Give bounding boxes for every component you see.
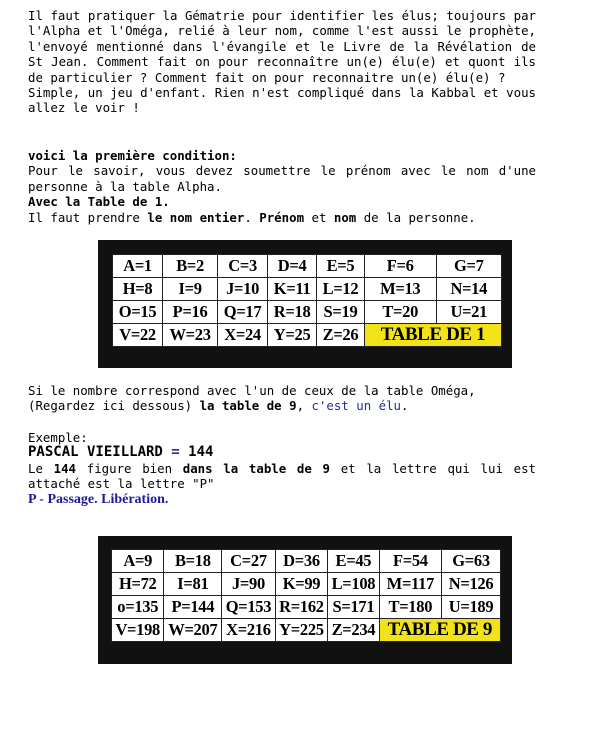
condition-text: Pour le savoir, vous devez soumettre le prénom avec le nom d'une personne à la table Alpha. [28, 163, 544, 194]
rule-d: Prénom [259, 209, 305, 225]
table9-grid [111, 549, 501, 642]
grid-cell: O=15 [113, 301, 163, 324]
grid-cell: V=198 [112, 619, 164, 642]
grid-cell: A=9 [112, 550, 164, 573]
rule-line [28, 210, 536, 225]
omega-table9: la table de 9 [199, 398, 297, 414]
rule-f: nom [333, 209, 357, 225]
grid-cell: Y=25 [268, 324, 317, 347]
grid-cell: R=162 [275, 596, 327, 619]
grid-cell: H=8 [113, 278, 163, 301]
example-label: Exemple: [28, 430, 88, 445]
grid-cell: Z=234 [328, 619, 379, 642]
grid-cell: G=63 [442, 550, 501, 573]
grid-cell: P=144 [164, 596, 222, 619]
grid-cell: Z=26 [317, 324, 365, 347]
grid-cell: C=3 [218, 255, 268, 278]
intro-paragraph [28, 8, 544, 116]
rule-b: le nom entier [147, 209, 245, 225]
grid-row [113, 278, 502, 301]
condition-heading: voici la première condition: [28, 148, 237, 163]
grid-row [112, 619, 501, 642]
grid-cell: L=12 [317, 278, 365, 301]
grid-cell: W=23 [163, 324, 218, 347]
grid-cell: B=2 [163, 255, 218, 278]
ex-t2: 144 [53, 460, 77, 476]
table-label: TABLE DE 9 [379, 619, 500, 642]
example-equals: = [171, 444, 180, 461]
example-value: 144 [179, 444, 214, 461]
grid-cell: A=1 [113, 255, 163, 278]
grid-row [112, 550, 501, 573]
grid-cell: C=27 [222, 550, 276, 573]
omega-c: , [296, 398, 312, 414]
grid-cell: S=19 [317, 301, 365, 324]
grid-cell: J=10 [218, 278, 268, 301]
table-label: TABLE DE 1 [364, 324, 501, 347]
grid-cell: J=90 [222, 573, 276, 596]
example-name: PASCAL VIEILLARD [28, 444, 172, 461]
grid-cell: S=171 [328, 596, 379, 619]
rule-a: Il faut prendre [28, 209, 148, 225]
grid-cell: I=9 [163, 278, 218, 301]
grid-cell: Q=153 [222, 596, 276, 619]
example-name-line [28, 445, 536, 460]
rule-e: et [304, 209, 334, 225]
intro-simple: Simple, un jeu d'enfant. Rien n'est compliqué dans la Kabbal et vous allez le voir ! [28, 85, 544, 116]
grid-cell: F=54 [379, 550, 441, 573]
grid-row [112, 573, 501, 596]
grid-cell: X=24 [218, 324, 268, 347]
grid-cell: K=99 [275, 573, 327, 596]
grid-cell: D=36 [275, 550, 327, 573]
intro-text: Il faut pratiquer la Gématrie pour identifier les élus; toujours par l'Alpha et l'Oméga, relié à leur nom, comme l'est aussi le prophète, l'envoyé mentionné dans l'évangile et le Livre de la Révélation de St Jean. Comment fait on pour reconnaître un(e) élu(e) et quont ils de particulier ? Comment fait on pour reconnaitre un(e) élu(e) ? [28, 8, 544, 85]
grid-cell: R=18 [268, 301, 317, 324]
grid-cell: E=5 [317, 255, 365, 278]
grid-cell: X=216 [222, 619, 276, 642]
grid-cell: K=11 [268, 278, 317, 301]
grid-cell: F=6 [364, 255, 436, 278]
example-section [28, 430, 544, 507]
example-meaning: P - Passage. Libération. [28, 491, 169, 507]
grid-row [113, 255, 502, 278]
grid-row [113, 301, 502, 324]
grid-row [113, 324, 502, 347]
grid-cell: P=16 [163, 301, 218, 324]
grid-cell: o=135 [112, 596, 164, 619]
omega-line1: Si le nombre correspond avec l'un de ceux de la table Oméga, [28, 383, 476, 398]
grid-cell: B=18 [164, 550, 222, 573]
grid-cell: N=126 [442, 573, 501, 596]
ex-t1: Le [28, 460, 54, 476]
omega-section [28, 383, 536, 414]
grid-cell: M=117 [379, 573, 441, 596]
omega-a: (Regardez ici dessous) [28, 398, 200, 414]
omega-line2 [28, 398, 536, 413]
grid-cell: I=81 [164, 573, 222, 596]
grid-cell: W=207 [164, 619, 222, 642]
grid-row [112, 596, 501, 619]
ex-t3: figure bien [76, 460, 183, 476]
grid-cell: U=189 [442, 596, 501, 619]
example-text [28, 460, 544, 492]
grid-cell: H=72 [112, 573, 164, 596]
grid-cell: T=180 [379, 596, 441, 619]
grid-cell: N=14 [436, 278, 501, 301]
grid-cell: L=108 [328, 573, 379, 596]
rule-g: de la personne. [356, 209, 476, 225]
omega-elu: c'est un élu [311, 398, 402, 414]
condition-section [28, 148, 544, 225]
grid-cell: G=7 [436, 255, 501, 278]
grid-cell: T=20 [364, 301, 436, 324]
grid-cell: U=21 [436, 301, 501, 324]
grid-cell: Q=17 [218, 301, 268, 324]
grid-cell: M=13 [364, 278, 436, 301]
ex-t5: et la lettre qui lui est attaché est la lettre "P" [28, 460, 544, 492]
table1-grid [112, 254, 502, 347]
rule-c: . [244, 209, 260, 225]
grid-cell: E=45 [328, 550, 379, 573]
grid-cell: D=4 [268, 255, 317, 278]
table-reference: Avec la Table de 1. [28, 194, 170, 210]
grid-cell: Y=225 [275, 619, 327, 642]
omega-e: . [401, 398, 409, 414]
ex-t4: dans la table de 9 [182, 460, 331, 476]
grid-cell: V=22 [113, 324, 163, 347]
